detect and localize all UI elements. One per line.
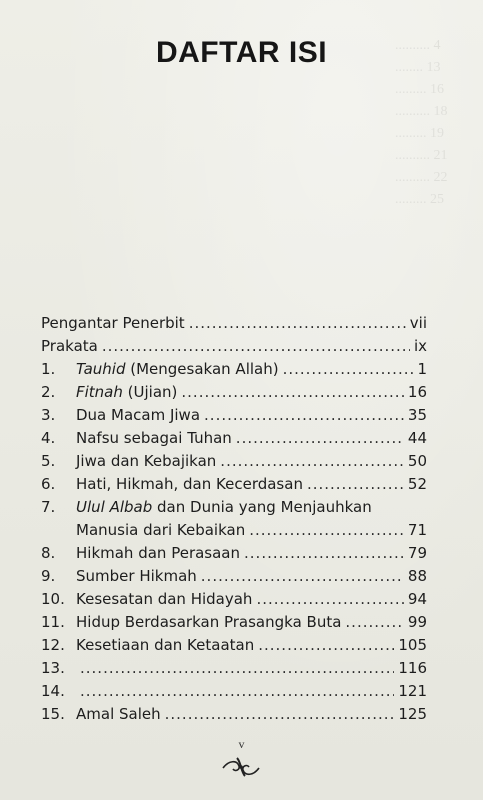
toc-label-italic: Tauhid bbox=[76, 360, 126, 378]
toc-page-number: 125 bbox=[398, 705, 427, 723]
toc-number: 9. bbox=[41, 567, 56, 585]
toc-number: 13. bbox=[41, 659, 65, 677]
toc-page-number: 50 bbox=[407, 452, 427, 470]
toc-label-italic: Fitnah bbox=[76, 383, 123, 401]
toc-row[interactable] bbox=[41, 588, 427, 611]
toc-page-number: 116 bbox=[398, 659, 427, 677]
toc-row[interactable] bbox=[41, 381, 427, 404]
toc-page-number: vii bbox=[409, 314, 427, 332]
leader-dots bbox=[220, 450, 404, 473]
toc-row[interactable] bbox=[41, 496, 427, 519]
toc-row[interactable] bbox=[41, 427, 427, 450]
leader-dots bbox=[256, 588, 403, 611]
toc-row[interactable] bbox=[41, 565, 427, 588]
toc-page-number: 35 bbox=[407, 406, 427, 424]
leader-dots bbox=[80, 657, 394, 680]
toc-page-number: 44 bbox=[407, 429, 427, 447]
toc-label: Pengantar Penerbit bbox=[41, 314, 185, 332]
toc-number: 10. bbox=[41, 590, 65, 608]
toc-label bbox=[76, 496, 372, 519]
toc-label: Jiwa dan Kebajikan bbox=[76, 452, 217, 470]
toc-label: Hikmah dan Perasaan bbox=[76, 544, 241, 562]
leader-dots bbox=[165, 703, 395, 726]
toc-number: 3. bbox=[41, 406, 56, 424]
toc-row[interactable] bbox=[41, 312, 427, 335]
toc-number: 4. bbox=[41, 429, 56, 447]
toc-label: Sumber Hikmah bbox=[76, 567, 197, 585]
leader-dots bbox=[307, 473, 404, 496]
leader-dots bbox=[201, 565, 404, 588]
toc-page-number: 121 bbox=[398, 682, 427, 700]
page-title: DAFTAR ISI bbox=[155, 36, 328, 69]
page-folio: v bbox=[238, 737, 245, 751]
toc-label: Manusia dari Kebaikan bbox=[76, 521, 246, 539]
toc-number: 8. bbox=[41, 544, 56, 562]
toc-page-number: 52 bbox=[407, 475, 427, 493]
toc-row[interactable] bbox=[41, 657, 427, 680]
toc-label: Amal Saleh bbox=[76, 705, 161, 723]
toc-label: Dua Macam Jiwa bbox=[76, 406, 201, 424]
toc-page-number: 105 bbox=[398, 636, 427, 654]
toc-label-rest: (Mengesakan Allah) bbox=[125, 360, 279, 378]
toc-page-number: 94 bbox=[407, 590, 427, 608]
leader-dots bbox=[80, 680, 394, 703]
toc-number: 2. bbox=[41, 383, 56, 401]
toc-row-continuation[interactable] bbox=[41, 519, 427, 542]
toc-row[interactable] bbox=[41, 611, 427, 634]
toc-row[interactable] bbox=[41, 450, 427, 473]
toc-page-number: 88 bbox=[407, 567, 427, 585]
toc-label: Kesetiaan dan Ketaatan bbox=[76, 636, 255, 654]
toc-label: Kesesatan dan Hidayah bbox=[76, 590, 253, 608]
leader-dots bbox=[258, 634, 394, 657]
show-through-text: .......... 4 ........ 13 ......... 16 .......... 18 ......... 19 .......... 21 .......... 22 ......... 25 bbox=[395, 38, 448, 207]
toc-label: Prakata bbox=[41, 337, 98, 355]
toc-number: 12. bbox=[41, 636, 65, 654]
toc-label-italic: Ulul Albab bbox=[76, 498, 153, 516]
toc-number: 5. bbox=[41, 452, 56, 470]
toc-number: 7. bbox=[41, 498, 56, 516]
toc-page-number: 71 bbox=[407, 521, 427, 539]
toc-label-rest: dan Dunia yang Menjauhkan bbox=[152, 498, 372, 516]
toc-number: 6. bbox=[41, 475, 56, 493]
toc-number: 14. bbox=[41, 682, 65, 700]
toc-row[interactable] bbox=[41, 404, 427, 427]
toc-page-number: ix bbox=[413, 337, 427, 355]
toc-label bbox=[76, 381, 177, 404]
toc-page-number: 99 bbox=[407, 613, 427, 631]
toc-label-rest: (Ujian) bbox=[122, 383, 178, 401]
toc-page-number: 1 bbox=[417, 360, 427, 378]
toc-row[interactable] bbox=[41, 542, 427, 565]
leader-dots bbox=[204, 404, 404, 427]
toc-label: Hidup Berdasarkan Prasangka Buta bbox=[76, 613, 342, 631]
toc-label: Hati, Hikmah, dan Kecerdasan bbox=[76, 475, 303, 493]
leader-dots bbox=[236, 427, 404, 450]
toc-page-number: 79 bbox=[407, 544, 427, 562]
leader-dots bbox=[189, 312, 406, 335]
toc-label bbox=[76, 358, 279, 381]
toc-row[interactable] bbox=[41, 680, 427, 703]
leader-dots bbox=[102, 335, 410, 358]
toc-row[interactable] bbox=[41, 358, 427, 381]
toc-row[interactable] bbox=[41, 473, 427, 496]
leader-dots bbox=[345, 611, 404, 634]
leader-dots bbox=[283, 358, 414, 381]
leader-dots bbox=[181, 381, 404, 404]
toc-page-number: 16 bbox=[407, 383, 427, 401]
toc-row[interactable] bbox=[41, 634, 427, 657]
leader-dots bbox=[249, 519, 404, 542]
curl-flourish-icon bbox=[219, 754, 263, 780]
toc-label: Nafsu sebagai Tuhan bbox=[76, 429, 232, 447]
table-of-contents bbox=[41, 312, 427, 726]
toc-row[interactable] bbox=[41, 703, 427, 726]
toc-number: 11. bbox=[41, 613, 65, 631]
toc-number: 1. bbox=[41, 360, 56, 378]
leader-dots bbox=[244, 542, 404, 565]
toc-number: 15. bbox=[41, 705, 65, 723]
toc-row[interactable] bbox=[41, 335, 427, 358]
